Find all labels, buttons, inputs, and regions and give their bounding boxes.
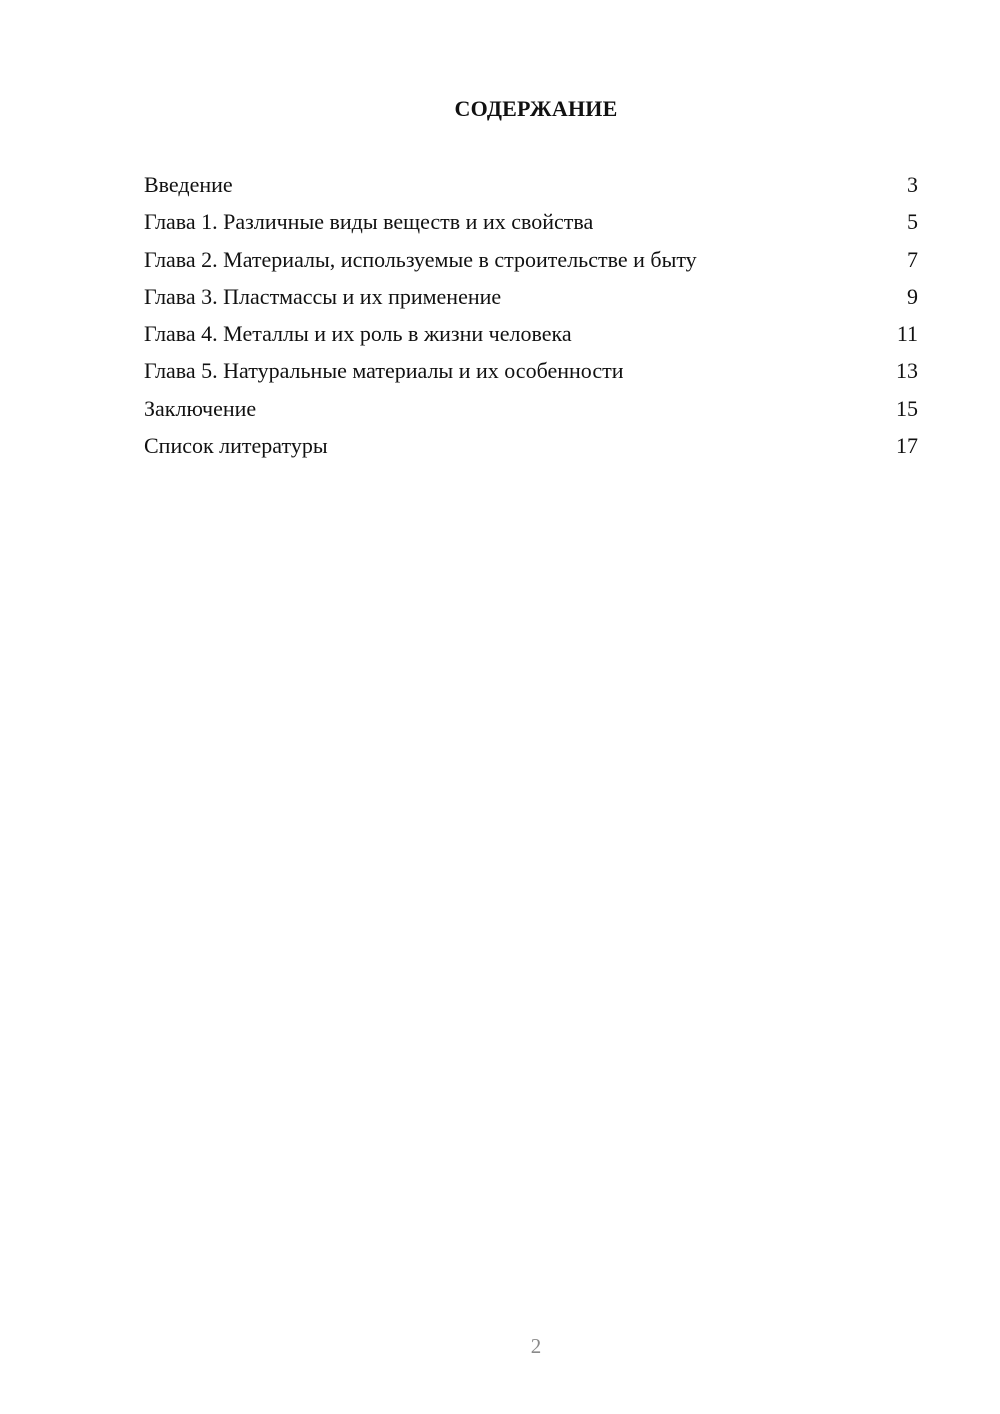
toc-entry-page: 11 (896, 321, 918, 347)
table-of-contents (144, 170, 918, 468)
toc-entry-page: 5 (907, 209, 918, 235)
toc-entry-page: 13 (896, 358, 918, 384)
toc-entry-bibliography (144, 431, 918, 468)
toc-entry-label: Глава 5. Натуральные материалы и их особенности (144, 358, 624, 384)
toc-entry-label: Заключение (144, 395, 257, 421)
toc-entry-label: Список литературы (144, 433, 328, 459)
toc-entry-page: 3 (907, 172, 918, 197)
toc-entry-label: Глава 4. Металлы и их роль в жизни человека (144, 321, 572, 347)
toc-entry-introduction (144, 170, 918, 207)
toc-entry-page: 7 (907, 246, 918, 272)
toc-entry-label: Глава 3. Пластмассы и их применение (144, 283, 502, 309)
toc-entry-page: 9 (907, 283, 918, 309)
toc-entry-chapter-1 (144, 207, 918, 244)
toc-entry-label: Глава 1. Различные виды веществ и их свойства (144, 209, 594, 235)
toc-entry-chapter-5 (144, 356, 918, 393)
toc-entry-chapter-3 (144, 282, 918, 319)
toc-entry-page: 17 (896, 433, 918, 459)
page-number: 2 (530, 1334, 542, 1358)
toc-entry-page: 15 (896, 395, 918, 421)
toc-entry-chapter-2 (144, 245, 918, 282)
toc-entry-label: Глава 2. Материалы, используемые в строительстве и быту (144, 246, 697, 272)
toc-entry-conclusion (144, 394, 918, 431)
toc-entry-chapter-4 (144, 319, 918, 356)
toc-title: СОДЕРЖАНИЕ (454, 96, 618, 121)
toc-entry-label: Введение (144, 172, 233, 197)
